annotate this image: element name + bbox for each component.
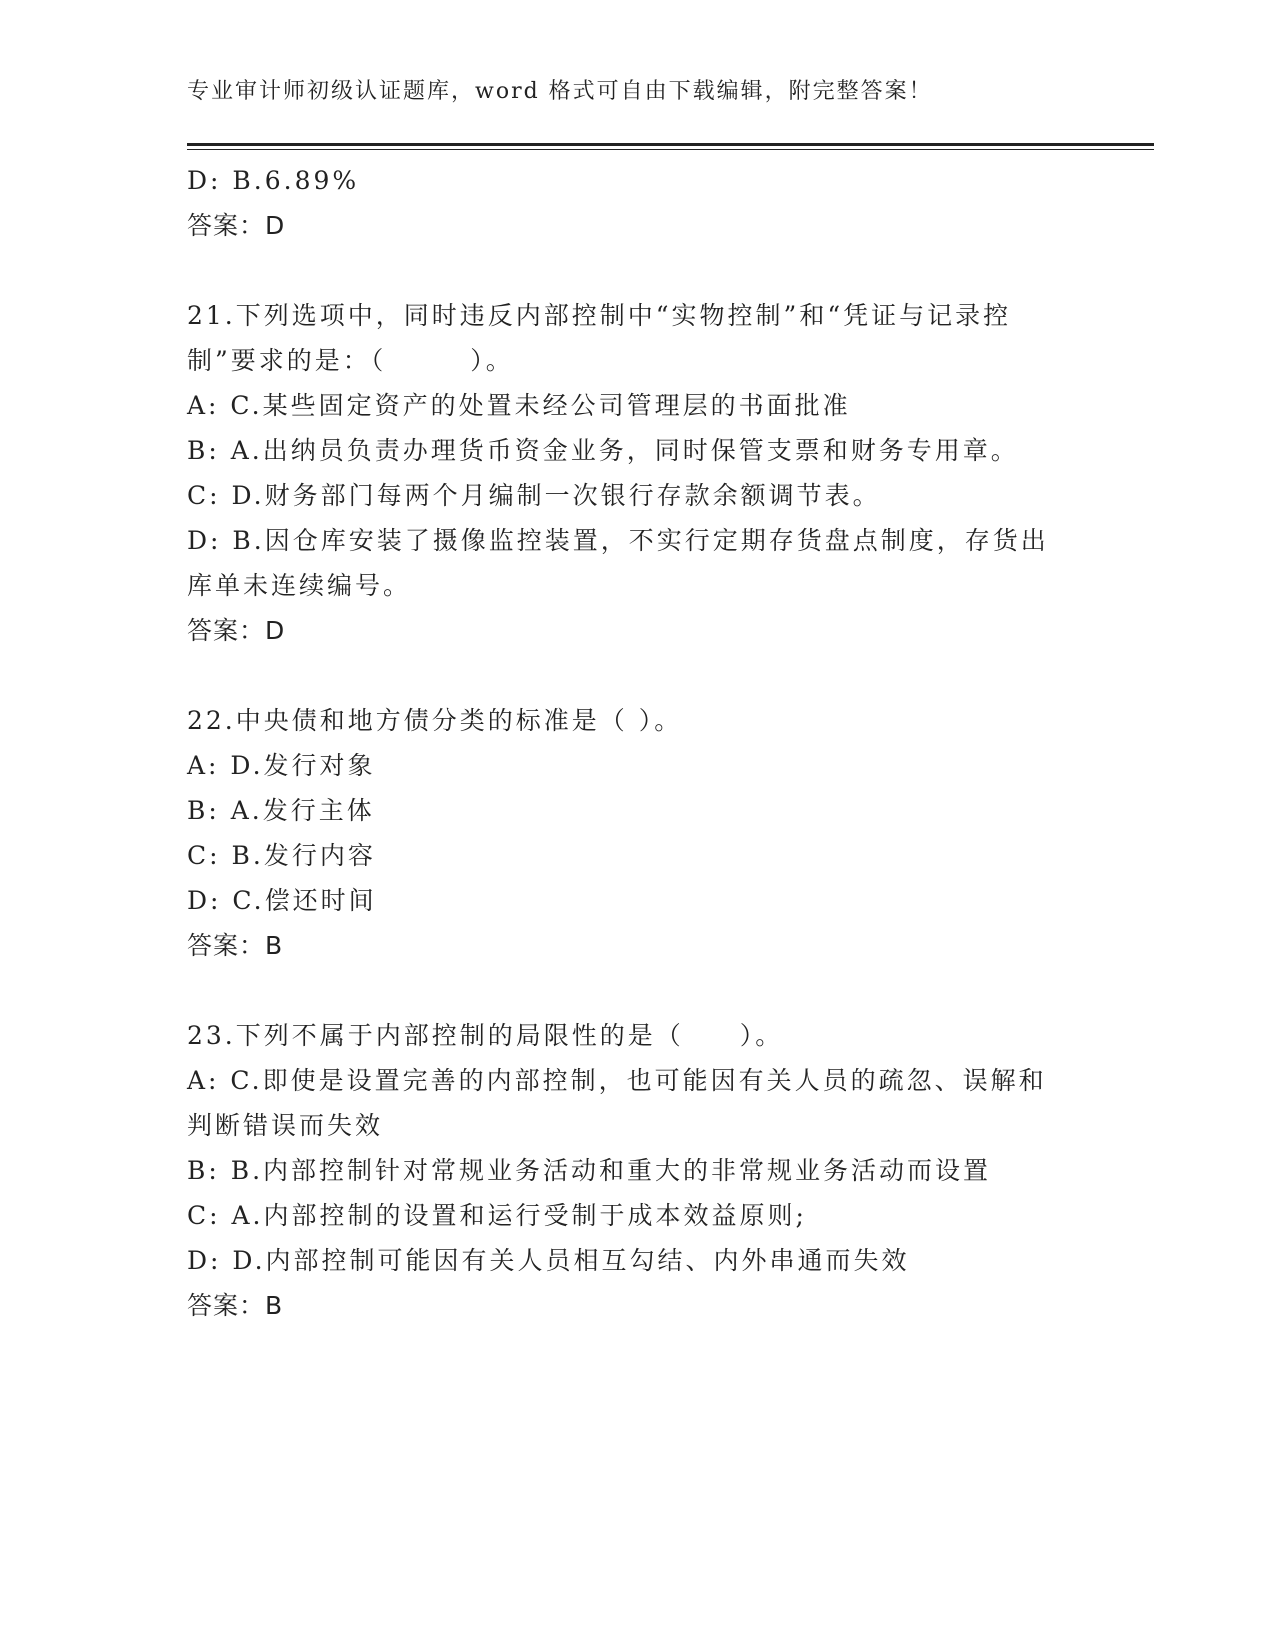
question-23: [187, 1013, 1087, 1328]
page-header-note: 专业审计师初级认证题库，word 格式可自由下载编辑，附完整答案！: [187, 79, 933, 104]
question-stem-line: 23.下列不属于内部控制的局限性的是（ ）。: [187, 1021, 784, 1050]
option-line: A: C.即使是设置完善的内部控制，也可能因有关人员的疏忽、误解和: [187, 1066, 1047, 1095]
option-line: 判断错误而失效: [187, 1111, 384, 1140]
option-line: C: A.内部控制的设置和运行受制于成本效益原则;: [187, 1201, 807, 1230]
question-stem-line: 22.中央债和地方债分类的标准是（ ）。: [187, 706, 683, 735]
spacer: [187, 248, 1087, 293]
header-divider-thin: [187, 149, 1154, 150]
question-21: [187, 293, 1087, 653]
question-content: [187, 158, 1087, 1328]
option-line: 库单未连续编号。: [187, 571, 412, 600]
option-line: C: B.发行内容: [187, 841, 376, 870]
question-stem-line: 制”要求的是：（ ）。: [187, 346, 514, 375]
option-line: D: B.因仓库安装了摄像监控装置，不实行定期存货盘点制度，存货出: [187, 526, 1049, 555]
header-divider-thick: [187, 143, 1154, 146]
option-line: C: D.财务部门每两个月编制一次银行存款余额调节表。: [187, 481, 881, 510]
option-line: D: D.内部控制可能因有关人员相互勾结、内外串通而失效: [187, 1246, 910, 1275]
answer-line: 答案：D: [187, 211, 286, 240]
answer-line: 答案：D: [187, 616, 286, 645]
question-22: [187, 698, 1087, 968]
option-line: A: D.发行对象: [187, 751, 376, 780]
option-line: D: B.6.89%: [187, 166, 360, 195]
option-line: B: A.发行主体: [187, 796, 375, 825]
option-line: B: A.出纳员负责办理货币资金业务，同时保管支票和财务专用章。: [187, 436, 1019, 465]
option-line: A: C.某些固定资产的处置未经公司管理层的书面批准: [187, 391, 851, 420]
answer-line: 答案：B: [187, 1291, 284, 1320]
option-line: B: B.内部控制针对常规业务活动和重大的非常规业务活动而设置: [187, 1156, 992, 1185]
spacer: [187, 968, 1087, 1013]
question-stem-line: 21.下列选项中，同时违反内部控制中“实物控制”和“凭证与记录控: [187, 301, 1012, 330]
answer-line: 答案：B: [187, 931, 284, 960]
spacer: [187, 653, 1087, 698]
option-line: D: C.偿还时间: [187, 886, 377, 915]
